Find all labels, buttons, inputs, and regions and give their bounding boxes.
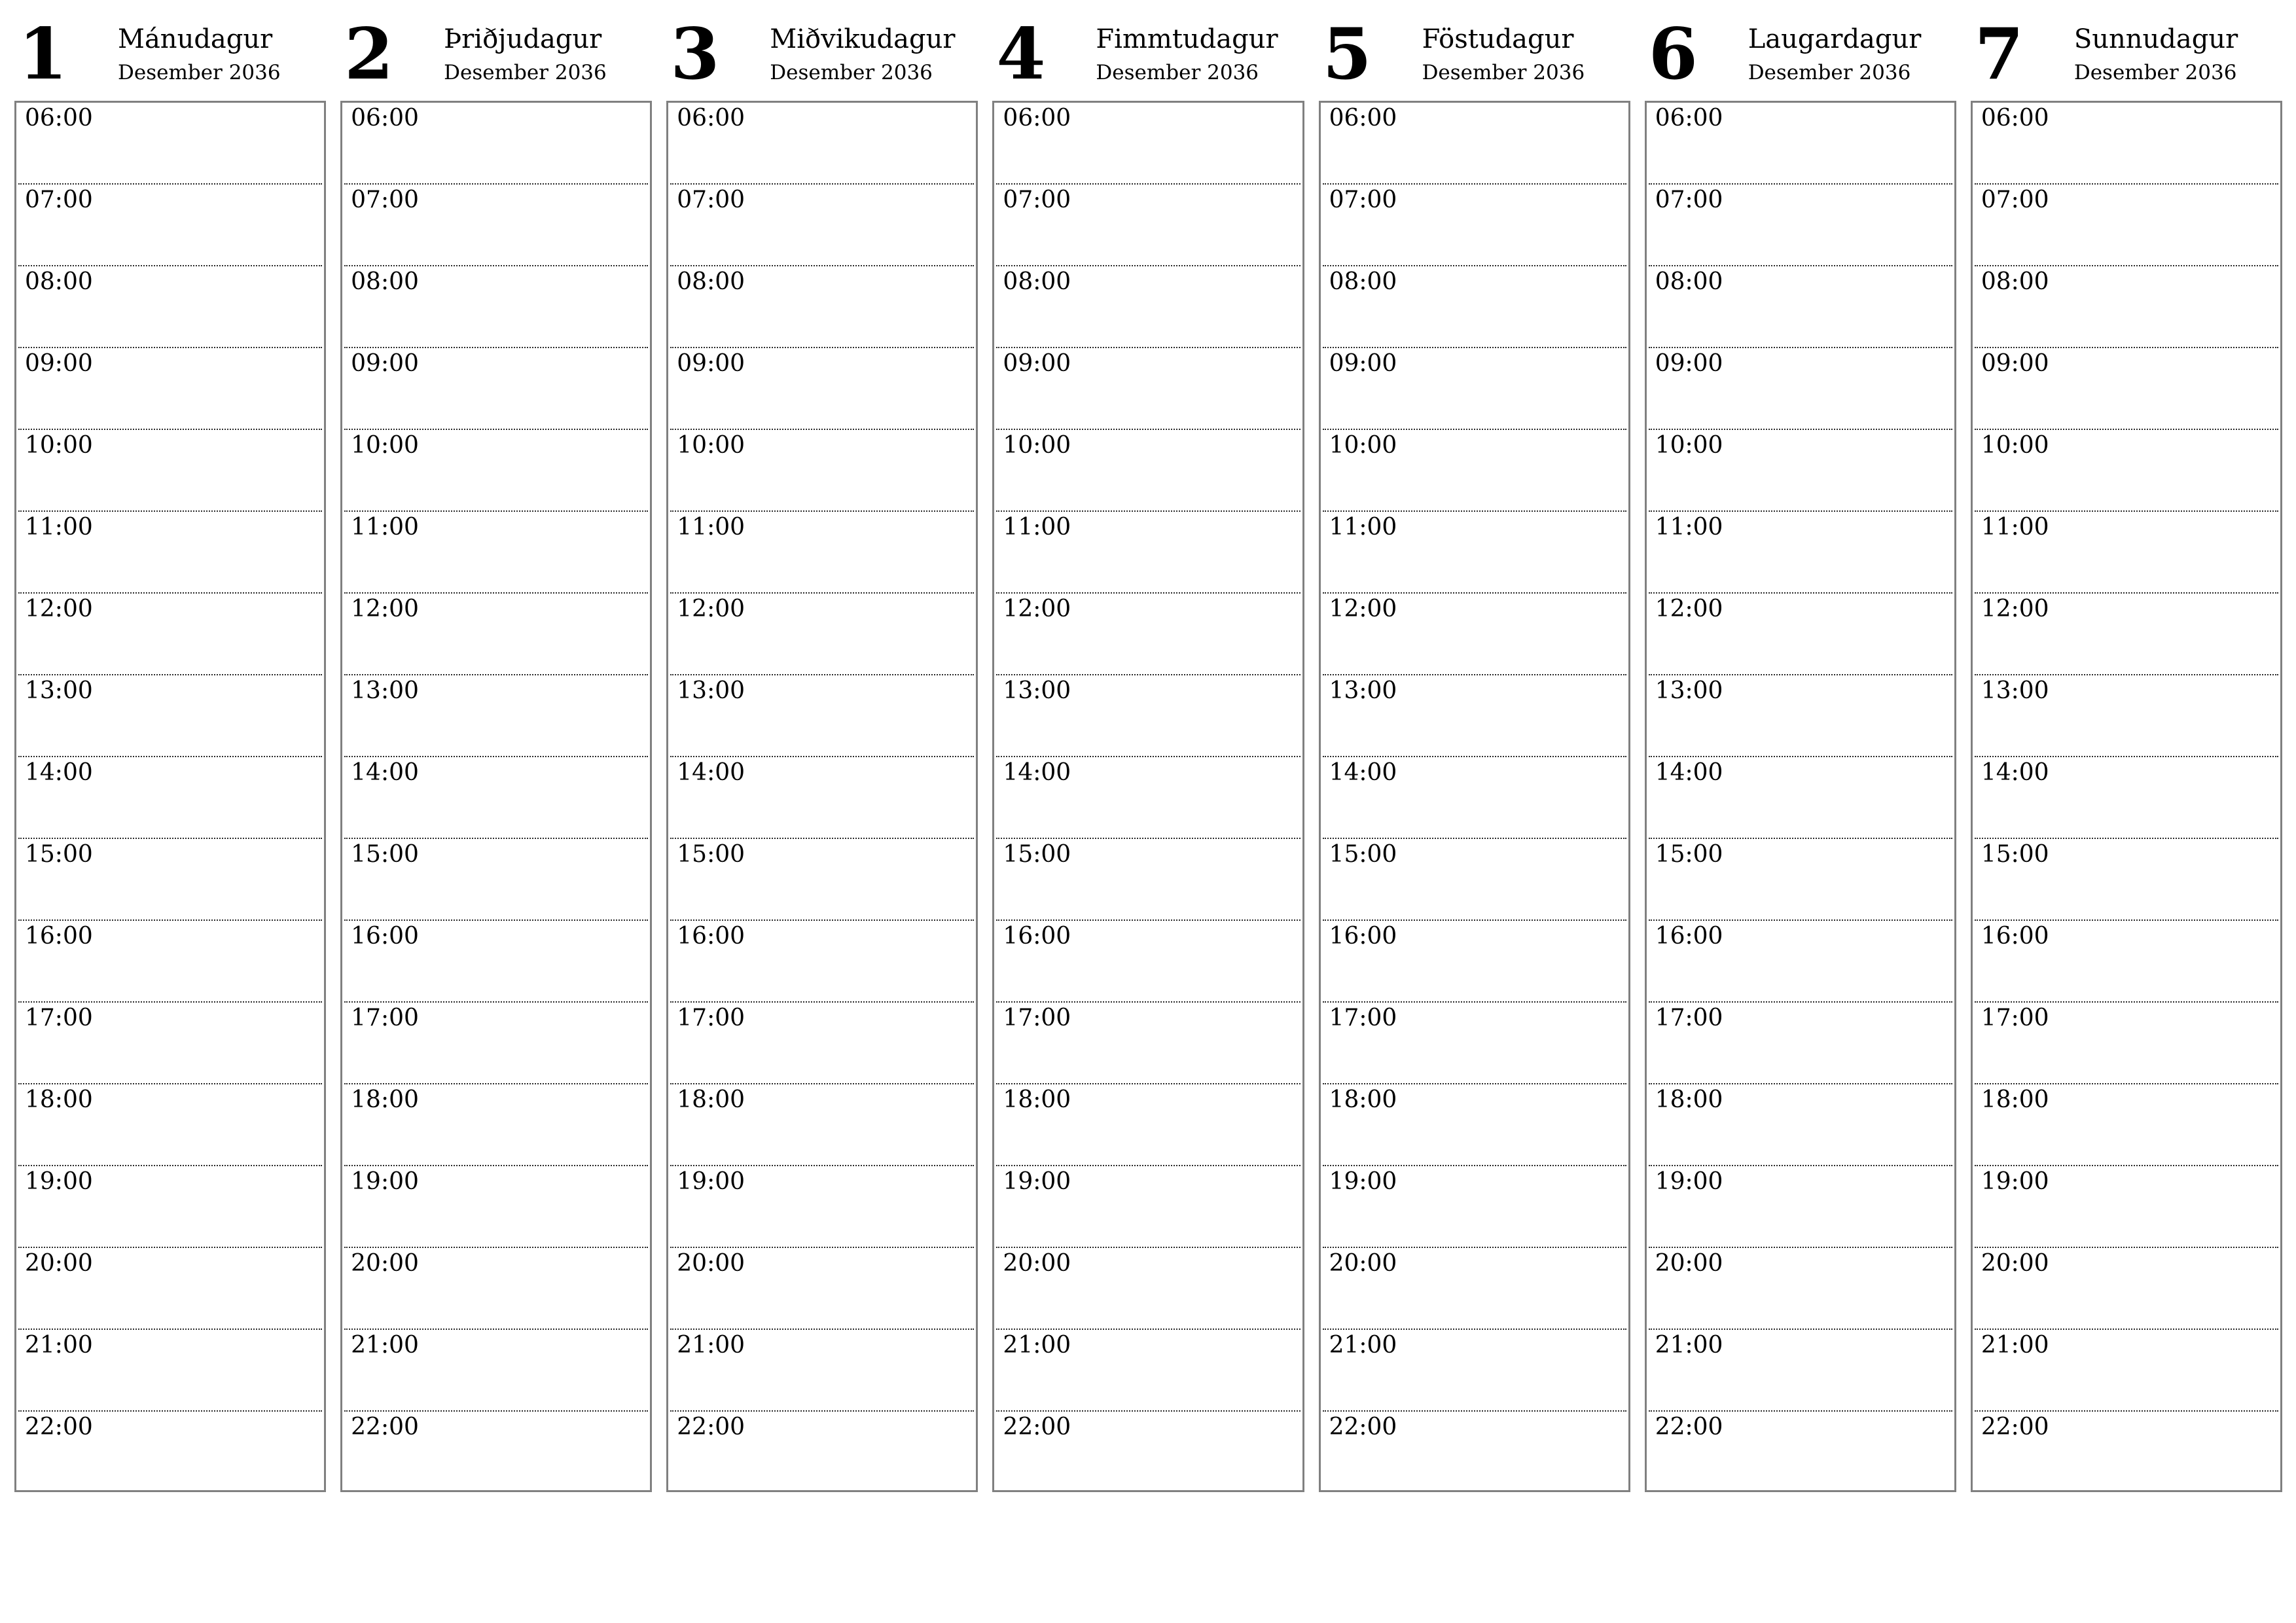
hour-label: 22:00 [677, 1414, 745, 1440]
hour-slot[interactable] [1323, 757, 1626, 839]
hour-slot[interactable] [1975, 1248, 2278, 1330]
hour-slot[interactable] [1649, 185, 1952, 266]
hour-label: 17:00 [677, 1005, 745, 1031]
hour-label: 06:00 [351, 105, 419, 132]
hour-slot[interactable] [344, 921, 648, 1003]
hour-label: 17:00 [351, 1005, 419, 1031]
hour-slot[interactable] [1323, 594, 1626, 675]
hour-slot[interactable] [344, 430, 648, 512]
hour-label: 14:00 [1655, 759, 1723, 786]
hour-label: 15:00 [1329, 841, 1397, 868]
hour-slot[interactable] [1975, 1412, 2278, 1492]
hour-label: 06:00 [1981, 105, 2049, 132]
hour-slot[interactable] [996, 1166, 1300, 1248]
hour-label: 06:00 [1003, 105, 1071, 132]
day-number: 4 [996, 13, 1046, 96]
hour-slot[interactable] [670, 348, 974, 430]
day-name: Föstudagur [1422, 24, 1574, 54]
hour-label: 08:00 [1003, 268, 1071, 295]
hour-label: 07:00 [1981, 187, 2049, 213]
hour-slot[interactable] [670, 430, 974, 512]
hour-label: 07:00 [25, 187, 93, 213]
hour-label: 21:00 [1655, 1332, 1723, 1359]
hour-label: 12:00 [25, 596, 93, 622]
day-header [1319, 14, 1630, 101]
hour-label: 14:00 [1329, 759, 1397, 786]
hour-slot[interactable] [18, 1166, 322, 1248]
hour-label: 12:00 [351, 596, 419, 622]
hour-slot[interactable] [1649, 1003, 1952, 1084]
hour-label: 11:00 [1655, 514, 1723, 541]
hour-label: 12:00 [677, 596, 745, 622]
hour-slot[interactable] [996, 430, 1300, 512]
day-header [14, 14, 326, 101]
hour-label: 18:00 [1003, 1086, 1071, 1113]
hour-slot[interactable] [1975, 185, 2278, 266]
hour-label: 14:00 [351, 759, 419, 786]
hour-label: 13:00 [1329, 677, 1397, 704]
hour-label: 16:00 [677, 923, 745, 950]
hour-label: 16:00 [1003, 923, 1071, 950]
hour-label: 21:00 [351, 1332, 419, 1359]
hour-slot[interactable] [344, 185, 648, 266]
hour-label: 08:00 [1981, 268, 2049, 295]
hour-slot[interactable] [1975, 921, 2278, 1003]
hour-slot[interactable] [996, 1003, 1300, 1084]
hour-label: 19:00 [351, 1168, 419, 1195]
hour-label: 11:00 [1329, 514, 1397, 541]
hour-slot[interactable] [18, 1330, 322, 1412]
hour-label: 16:00 [25, 923, 93, 950]
hour-slot[interactable] [18, 839, 322, 921]
hour-label: 12:00 [1003, 596, 1071, 622]
hour-label: 06:00 [25, 105, 93, 132]
hour-label: 13:00 [1655, 677, 1723, 704]
hour-label: 16:00 [1655, 923, 1723, 950]
hour-slot[interactable] [1323, 1248, 1626, 1330]
day-header [666, 14, 978, 101]
hour-slot[interactable] [344, 1330, 648, 1412]
hour-label: 08:00 [25, 268, 93, 295]
hour-slot[interactable] [1975, 1003, 2278, 1084]
hour-slot[interactable] [1323, 512, 1626, 594]
hour-slot[interactable] [1649, 1084, 1952, 1166]
hour-label: 21:00 [1003, 1332, 1071, 1359]
hour-label: 11:00 [1003, 514, 1071, 541]
day-column [14, 14, 326, 1492]
hour-label: 10:00 [1981, 432, 2049, 459]
day-name: Fimmtudagur [1096, 24, 1278, 54]
hour-slot[interactable] [1975, 430, 2278, 512]
hour-slot[interactable] [1649, 757, 1952, 839]
hour-label: 15:00 [25, 841, 93, 868]
hour-slot[interactable] [670, 185, 974, 266]
hour-slot[interactable] [344, 103, 648, 185]
hour-slot[interactable] [1649, 103, 1952, 185]
hour-slot[interactable] [670, 1330, 974, 1412]
hour-slot[interactable] [344, 348, 648, 430]
day-month: Desember 2036 [118, 61, 281, 84]
hour-label: 06:00 [1329, 105, 1397, 132]
day-month: Desember 2036 [444, 61, 607, 84]
hour-label: 21:00 [677, 1332, 745, 1359]
day-schedule-box [14, 101, 326, 1492]
day-header [1645, 14, 1956, 101]
hour-label: 08:00 [351, 268, 419, 295]
hour-label: 09:00 [1329, 350, 1397, 377]
hour-slot[interactable] [1323, 266, 1626, 348]
hour-slot[interactable] [18, 1084, 322, 1166]
hour-label: 13:00 [677, 677, 745, 704]
day-month: Desember 2036 [1096, 61, 1259, 84]
day-schedule-box [1319, 101, 1630, 1492]
hour-label: 11:00 [25, 514, 93, 541]
hour-slot[interactable] [18, 921, 322, 1003]
hour-slot[interactable] [1649, 1248, 1952, 1330]
hour-label: 09:00 [677, 350, 745, 377]
hour-slot[interactable] [996, 1248, 1300, 1330]
hour-slot[interactable] [996, 1412, 1300, 1492]
hour-label: 15:00 [351, 841, 419, 868]
hour-slot[interactable] [1649, 512, 1952, 594]
day-number: 7 [1974, 13, 2024, 96]
hour-slot[interactable] [1649, 1166, 1952, 1248]
hour-label: 19:00 [25, 1168, 93, 1195]
hour-slot[interactable] [1323, 921, 1626, 1003]
hour-label: 12:00 [1329, 596, 1397, 622]
hour-slot[interactable] [1323, 839, 1626, 921]
hour-label: 07:00 [1003, 187, 1071, 213]
hour-slot[interactable] [18, 348, 322, 430]
hour-slot[interactable] [344, 512, 648, 594]
day-number: 3 [670, 13, 720, 96]
hour-slot[interactable] [344, 1003, 648, 1084]
hour-slot[interactable] [670, 1084, 974, 1166]
hour-slot[interactable] [1975, 103, 2278, 185]
hour-label: 15:00 [1655, 841, 1723, 868]
hour-label: 18:00 [1329, 1086, 1397, 1113]
day-column [1319, 14, 1630, 1492]
hour-label: 16:00 [1329, 923, 1397, 950]
hour-slot[interactable] [996, 103, 1300, 185]
day-column [666, 14, 978, 1492]
hour-label: 20:00 [1003, 1250, 1071, 1277]
hour-slot[interactable] [996, 675, 1300, 757]
hour-slot[interactable] [1649, 430, 1952, 512]
hour-slot[interactable] [670, 757, 974, 839]
hour-slot[interactable] [18, 430, 322, 512]
hour-slot[interactable] [996, 921, 1300, 1003]
day-name: Mánudagur [118, 24, 273, 54]
hour-label: 06:00 [677, 105, 745, 132]
hour-label: 20:00 [1655, 1250, 1723, 1277]
hour-label: 22:00 [25, 1414, 93, 1440]
hour-slot[interactable] [18, 266, 322, 348]
hour-slot[interactable] [670, 594, 974, 675]
hour-slot[interactable] [1323, 1330, 1626, 1412]
hour-slot[interactable] [344, 675, 648, 757]
hour-label: 08:00 [1329, 268, 1397, 295]
hour-slot[interactable] [996, 1084, 1300, 1166]
hour-slot[interactable] [18, 757, 322, 839]
hour-slot[interactable] [670, 512, 974, 594]
hour-slot[interactable] [996, 266, 1300, 348]
hour-slot[interactable] [18, 675, 322, 757]
day-month: Desember 2036 [1748, 61, 1911, 84]
hour-label: 07:00 [351, 187, 419, 213]
hour-slot[interactable] [1323, 1084, 1626, 1166]
hour-label: 17:00 [1003, 1005, 1071, 1031]
day-name: Sunnudagur [2073, 24, 2238, 54]
hour-label: 11:00 [1981, 514, 2049, 541]
hour-slot[interactable] [1649, 1330, 1952, 1412]
hour-label: 19:00 [1655, 1168, 1723, 1195]
hour-label: 18:00 [25, 1086, 93, 1113]
hour-slot[interactable] [1649, 348, 1952, 430]
hour-slot[interactable] [1975, 512, 2278, 594]
day-column [340, 14, 652, 1492]
day-name: Þriðjudagur [444, 24, 602, 54]
hour-label: 21:00 [25, 1332, 93, 1359]
hour-slot[interactable] [996, 839, 1300, 921]
hour-slot[interactable] [344, 1248, 648, 1330]
hour-label: 07:00 [677, 187, 745, 213]
day-name: Miðvikudagur [770, 24, 956, 54]
hour-slot[interactable] [1649, 921, 1952, 1003]
hour-slot[interactable] [18, 103, 322, 185]
hour-label: 21:00 [1981, 1332, 2049, 1359]
hour-slot[interactable] [344, 1166, 648, 1248]
hour-label: 10:00 [1329, 432, 1397, 459]
hour-slot[interactable] [670, 839, 974, 921]
day-header [340, 14, 652, 101]
day-month: Desember 2036 [770, 61, 933, 84]
hour-label: 22:00 [1655, 1414, 1723, 1440]
day-number: 5 [1322, 13, 1372, 96]
hour-slot[interactable] [670, 921, 974, 1003]
hour-slot[interactable] [670, 1412, 974, 1492]
day-schedule-box [992, 101, 1304, 1492]
hour-label: 19:00 [1329, 1168, 1397, 1195]
day-number: 6 [1648, 13, 1698, 96]
hour-label: 20:00 [25, 1250, 93, 1277]
hour-slot[interactable] [1323, 675, 1626, 757]
hour-slot[interactable] [670, 266, 974, 348]
day-month: Desember 2036 [1422, 61, 1585, 84]
hour-label: 17:00 [1655, 1005, 1723, 1031]
hour-label: 17:00 [1981, 1005, 2049, 1031]
hour-slot[interactable] [996, 1330, 1300, 1412]
hour-label: 14:00 [1003, 759, 1071, 786]
hour-label: 17:00 [1329, 1005, 1397, 1031]
hour-label: 20:00 [1981, 1250, 2049, 1277]
hour-slot[interactable] [670, 1003, 974, 1084]
hour-slot[interactable] [996, 512, 1300, 594]
hour-label: 10:00 [1655, 432, 1723, 459]
hour-slot[interactable] [996, 757, 1300, 839]
hour-label: 19:00 [1003, 1168, 1071, 1195]
day-schedule-box [340, 101, 652, 1492]
hour-slot[interactable] [1323, 103, 1626, 185]
hour-label: 15:00 [1981, 841, 2049, 868]
hour-slot[interactable] [1323, 1412, 1626, 1492]
hour-slot[interactable] [344, 757, 648, 839]
hour-label: 14:00 [677, 759, 745, 786]
hour-slot[interactable] [1975, 1084, 2278, 1166]
weekly-planner [14, 14, 2282, 1492]
day-schedule-box [666, 101, 978, 1492]
hour-slot[interactable] [1975, 266, 2278, 348]
hour-label: 11:00 [351, 514, 419, 541]
hour-slot[interactable] [996, 594, 1300, 675]
hour-label: 10:00 [25, 432, 93, 459]
hour-slot[interactable] [670, 1248, 974, 1330]
hour-slot[interactable] [1649, 675, 1952, 757]
hour-label: 20:00 [1329, 1250, 1397, 1277]
hour-slot[interactable] [1649, 1412, 1952, 1492]
hour-slot[interactable] [1975, 1330, 2278, 1412]
hour-slot[interactable] [1975, 839, 2278, 921]
day-column [992, 14, 1304, 1492]
hour-label: 16:00 [351, 923, 419, 950]
hour-label: 14:00 [1981, 759, 2049, 786]
hour-label: 19:00 [1981, 1168, 2049, 1195]
hour-label: 08:00 [1655, 268, 1723, 295]
hour-label: 18:00 [1981, 1086, 2049, 1113]
hour-slot[interactable] [1323, 185, 1626, 266]
hour-label: 21:00 [1329, 1332, 1397, 1359]
hour-label: 09:00 [1003, 350, 1071, 377]
day-month: Desember 2036 [2073, 61, 2237, 84]
hour-slot[interactable] [18, 594, 322, 675]
hour-slot[interactable] [1975, 594, 2278, 675]
day-schedule-box [1645, 101, 1956, 1492]
day-number: 2 [344, 13, 394, 96]
hour-label: 17:00 [25, 1005, 93, 1031]
hour-label: 15:00 [677, 841, 745, 868]
hour-slot[interactable] [1649, 594, 1952, 675]
hour-label: 09:00 [25, 350, 93, 377]
hour-slot[interactable] [996, 185, 1300, 266]
hour-label: 07:00 [1329, 187, 1397, 213]
hour-label: 09:00 [351, 350, 419, 377]
hour-slot[interactable] [344, 594, 648, 675]
hour-slot[interactable] [996, 348, 1300, 430]
hour-label: 13:00 [25, 677, 93, 704]
day-schedule-box [1971, 101, 2282, 1492]
hour-label: 14:00 [25, 759, 93, 786]
hour-label: 16:00 [1981, 923, 2049, 950]
hour-label: 22:00 [1981, 1414, 2049, 1440]
day-header [1971, 14, 2282, 101]
hour-label: 09:00 [1655, 350, 1723, 377]
hour-label: 11:00 [677, 514, 745, 541]
hour-slot[interactable] [18, 1248, 322, 1330]
hour-label: 19:00 [677, 1168, 745, 1195]
day-header [992, 14, 1304, 101]
hour-label: 13:00 [1003, 677, 1071, 704]
hour-label: 15:00 [1003, 841, 1071, 868]
hour-slot[interactable] [18, 1412, 322, 1492]
hour-slot[interactable] [344, 1412, 648, 1492]
hour-label: 13:00 [1981, 677, 2049, 704]
hour-slot[interactable] [670, 675, 974, 757]
hour-label: 20:00 [351, 1250, 419, 1277]
hour-label: 22:00 [1003, 1414, 1071, 1440]
hour-label: 10:00 [677, 432, 745, 459]
hour-slot[interactable] [344, 266, 648, 348]
hour-label: 18:00 [1655, 1086, 1723, 1113]
hour-label: 06:00 [1655, 105, 1723, 132]
hour-label: 22:00 [1329, 1414, 1397, 1440]
hour-label: 08:00 [677, 268, 745, 295]
hour-label: 12:00 [1981, 596, 2049, 622]
hour-slot[interactable] [1323, 430, 1626, 512]
hour-slot[interactable] [670, 103, 974, 185]
hour-label: 10:00 [1003, 432, 1071, 459]
hour-label: 10:00 [351, 432, 419, 459]
hour-slot[interactable] [344, 839, 648, 921]
hour-slot[interactable] [670, 1166, 974, 1248]
hour-label: 09:00 [1981, 350, 2049, 377]
hour-slot[interactable] [1975, 348, 2278, 430]
hour-slot[interactable] [18, 512, 322, 594]
hour-slot[interactable] [18, 1003, 322, 1084]
hour-label: 12:00 [1655, 596, 1723, 622]
hour-label: 18:00 [351, 1086, 419, 1113]
hour-slot[interactable] [18, 185, 322, 266]
day-name: Laugardagur [1748, 24, 1922, 54]
hour-label: 18:00 [677, 1086, 745, 1113]
day-number: 1 [18, 13, 68, 96]
day-column [1971, 14, 2282, 1492]
hour-slot[interactable] [1975, 1166, 2278, 1248]
hour-label: 22:00 [351, 1414, 419, 1440]
hour-slot[interactable] [1323, 1166, 1626, 1248]
hour-label: 07:00 [1655, 187, 1723, 213]
hour-slot[interactable] [1323, 348, 1626, 430]
hour-slot[interactable] [1649, 266, 1952, 348]
hour-slot[interactable] [1649, 839, 1952, 921]
hour-slot[interactable] [1975, 757, 2278, 839]
hour-label: 20:00 [677, 1250, 745, 1277]
hour-slot[interactable] [344, 1084, 648, 1166]
hour-slot[interactable] [1323, 1003, 1626, 1084]
hour-label: 13:00 [351, 677, 419, 704]
hour-slot[interactable] [1975, 675, 2278, 757]
day-column [1645, 14, 1956, 1492]
